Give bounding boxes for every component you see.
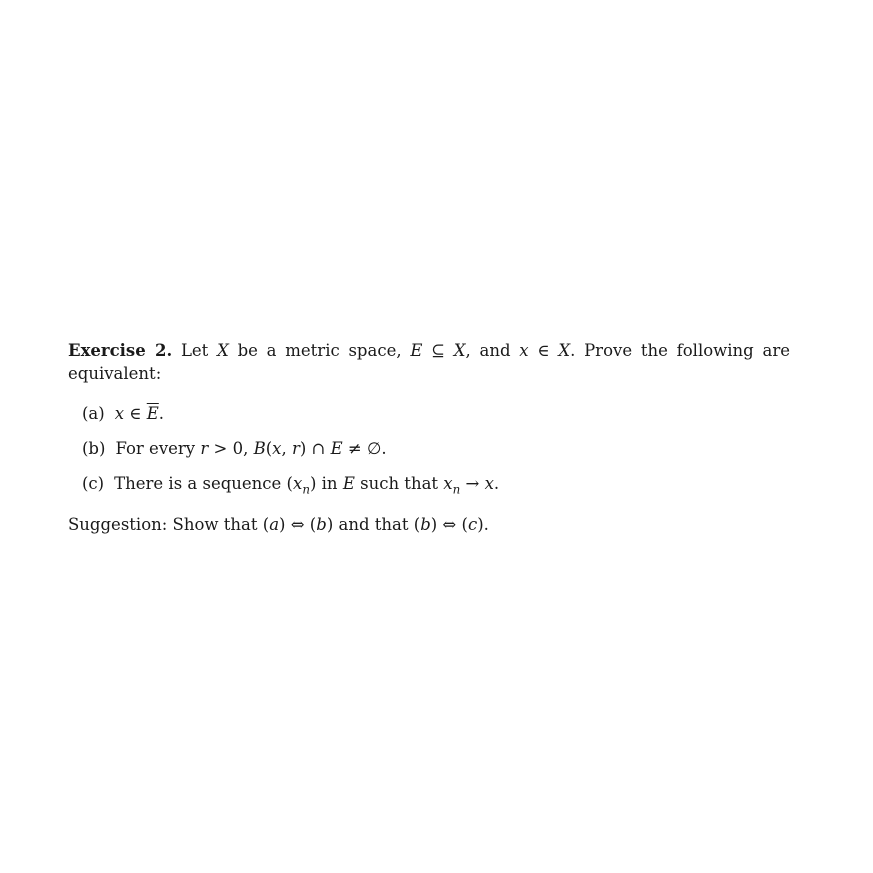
suggestion-text: ) ⇔ ( — [430, 515, 468, 534]
item-text: For every — [115, 439, 201, 458]
math-symbol: r — [291, 439, 300, 458]
suggestion-paragraph — [68, 513, 790, 536]
item-text: . — [493, 474, 500, 493]
item-text: > 0, — [208, 439, 254, 458]
math-symbol: X — [558, 341, 571, 360]
math-operator: ) ∩ — [299, 439, 331, 458]
suggestion-text: ) and that ( — [326, 515, 421, 534]
item-text: , — [281, 439, 292, 458]
math-symbol: E — [410, 341, 423, 360]
suggestion-text: ). — [477, 515, 489, 534]
item-marker: (b) — [82, 439, 106, 458]
suggestion-text: Suggestion: Show that ( — [68, 515, 270, 534]
item-text: such that — [354, 474, 444, 493]
list-item-b — [82, 437, 387, 460]
list-item-c — [82, 472, 499, 495]
math-subscript: n — [452, 482, 461, 497]
exercise-label: Exercise 2. — [68, 341, 173, 360]
math-operator: → — [460, 474, 485, 493]
suggestion-text: ) ⇔ ( — [279, 515, 317, 534]
intro-text: Let — [172, 341, 218, 360]
intro-text: be a metric space, — [228, 341, 411, 360]
intro-text: , and — [465, 341, 520, 360]
math-symbol: b — [420, 515, 431, 534]
intro-text: . Prove the following are equivalent: — [68, 341, 790, 383]
math-operator: ∈ — [528, 341, 559, 360]
math-operator: ≠ ∅. — [342, 439, 387, 458]
math-symbol: c — [467, 515, 478, 534]
closure-symbol: $\overline{E}$ — [146, 404, 159, 423]
math-symbol: E — [330, 439, 343, 458]
math-symbol: r — [200, 439, 209, 458]
item-marker: (c) — [82, 474, 105, 493]
math-symbol: x — [443, 474, 453, 493]
math-symbol: x — [272, 439, 282, 458]
math-symbol: X — [453, 341, 466, 360]
math-symbol: x — [114, 404, 125, 423]
item-text: ) in — [309, 474, 343, 493]
exercise-paragraph — [68, 339, 790, 385]
math-symbol: x — [519, 341, 529, 360]
item-text: ( — [265, 439, 273, 458]
math-symbol: X — [217, 341, 229, 360]
math-operator: ⊆ — [422, 341, 454, 360]
math-symbol: x — [293, 474, 303, 493]
math-symbol: b — [316, 515, 327, 534]
math-subscript: n — [302, 482, 310, 497]
item-text: There is a sequence ( — [114, 474, 293, 493]
math-symbol: B — [253, 439, 266, 458]
math-symbol: a — [269, 515, 280, 534]
math-symbol: x — [484, 474, 494, 493]
item-text: . — [158, 404, 165, 423]
math-symbol: E — [342, 474, 355, 493]
math-operator: ∈ — [124, 404, 147, 423]
item-marker: (a) — [82, 404, 105, 423]
list-item-a — [82, 402, 164, 425]
